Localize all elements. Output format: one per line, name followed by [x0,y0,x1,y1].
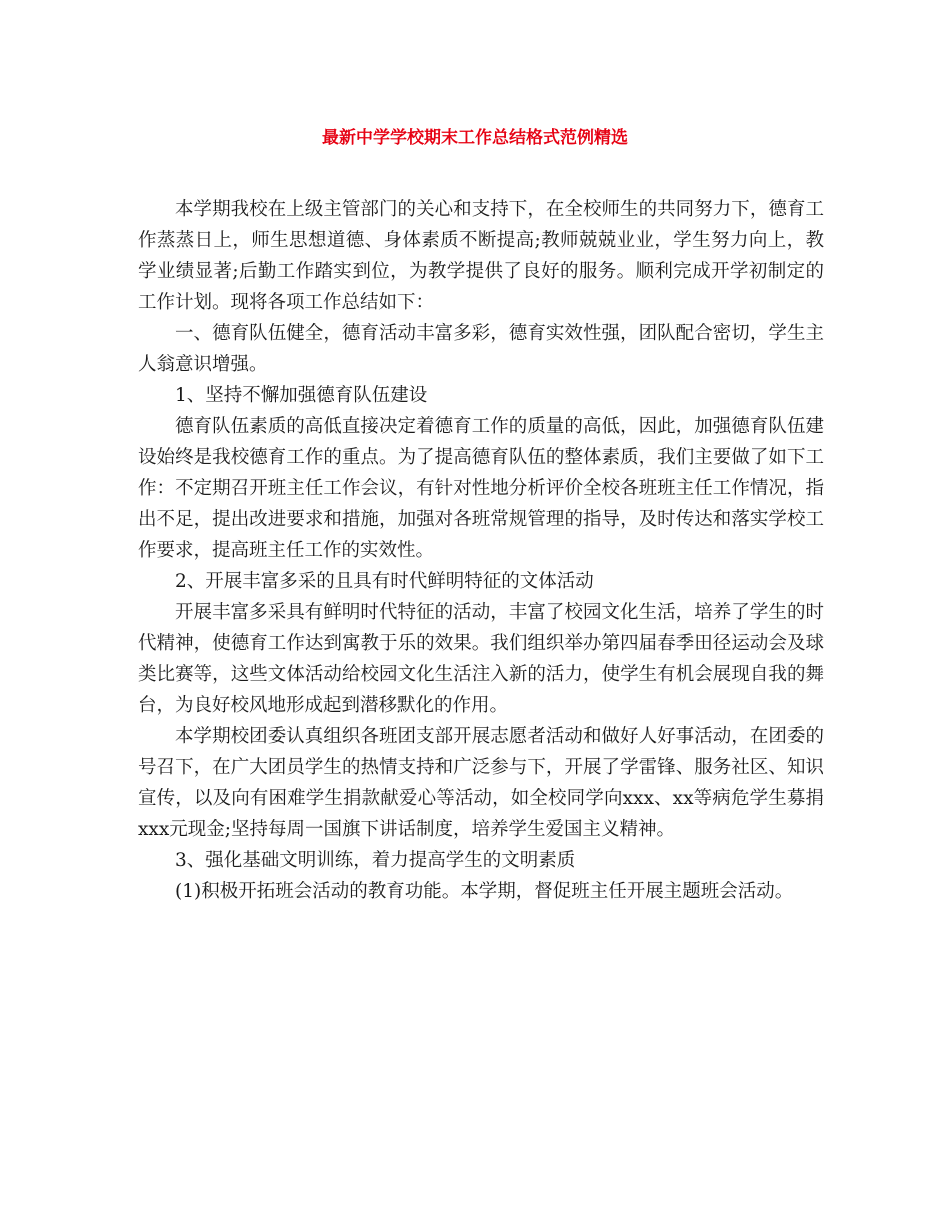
section-heading-1: 一、德育队伍健全，德育活动丰富多彩，德育实效性强，团队配合密切，学生主人翁意识增强。 [138,323,824,375]
list-item: (1)积极开拓班会活动的教育功能。本学期，督促班主任开展主题班会活动。 [175,881,794,902]
paragraph-intro: 本学期我校在上级主管部门的关心和支持下，在全校师生的共同努力下，德育工作蒸蒸日上，师生思想道德、身体素质不断提高;教师兢兢业业，学生努力向上，教学业绩显著;后勤工作踏实到位，为教学提供了良好的服务。顺利完成开学初制定的工作计划。现将各项工作总结如下： [138,199,824,313]
document-title: 最新中学学校期末工作总结格式范例精选 [322,128,628,148]
paragraph: 开展丰富多采具有鲜明时代特征的活动，丰富了校园文化生活，培养了学生的时代精神，使德育工作达到寓教于乐的效果。我们组织举办第四届春季田径运动会及球类比赛等，这些文体活动给校园文化生活注入新的活力，使学生有机会展现自我的舞台，为良好校风地形成起到潜移默化的作用。 [138,602,824,716]
paragraph: 本学期校团委认真组织各班团支部开展志愿者活动和做好人好事活动，在团委的号召下，在广大团员学生的热情支持和广泛参与下，开展了学雷锋、服务社区、知识宣传，以及向有困难学生捐款献爱心等活动，如全校同学向xxx、xx等病危学生募捐xxx元现金;坚持每周一国旗下讲话制度，培养学生爱国主义精神。 [138,726,824,840]
document-body [138,194,824,907]
subsection-heading-3: 3、强化基础文明训练，着力提高学生的文明素质 [175,850,576,871]
subsection-heading-1: 1、坚持不懈加强德育队伍建设 [175,385,428,406]
subsection-heading-2: 2、开展丰富多采的且具有时代鲜明特征的文体活动 [175,571,594,592]
paragraph: 德育队伍素质的高低直接决定着德育工作的质量的高低，因此，加强德育队伍建设始终是我校德育工作的重点。为了提高德育队伍的整体素质，我们主要做了如下工作：不定期召开班主任工作会议，有针对性地分析评价全校各班班主任工作情况，指出不足，提出改进要求和措施，加强对各班常规管理的指导，及时传达和落实学校工作要求，提高班主任工作的实效性。 [138,416,824,561]
